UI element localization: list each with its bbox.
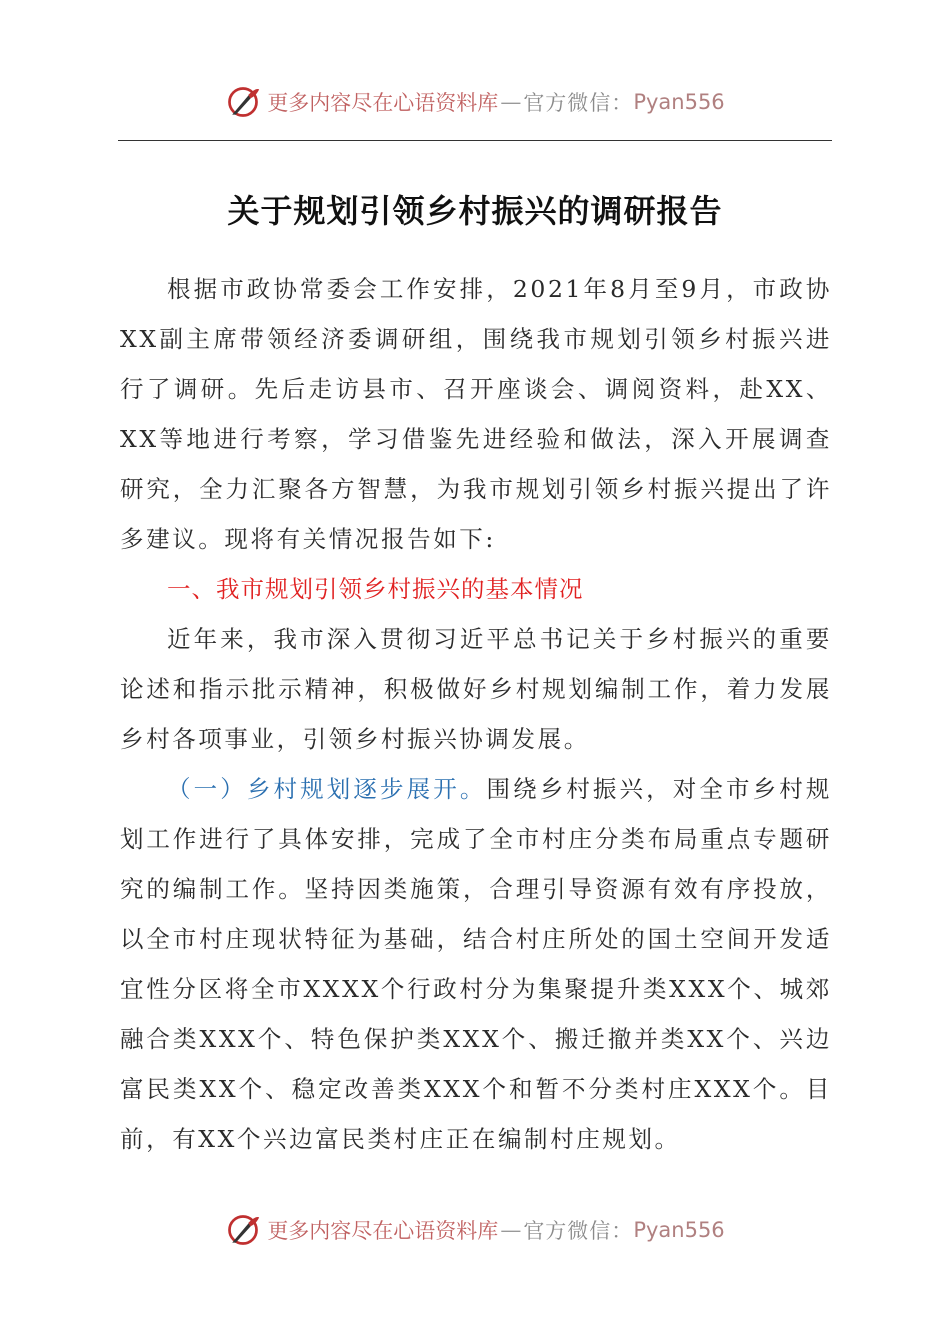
- footer-wechat-id: Pyan556: [633, 1218, 725, 1242]
- paragraph-intro: 根据市政协常委会工作安排，2021年8月至9月，市政协XX副主席带领经济委调研组，围绕我市规划引领乡村振兴进行了调研。先后走访县市、召开座谈会、调阅资料，赴XX、XX等地进行考察，学习借鉴先进经验和做法，深入开展调查研究，全力汇聚各方智慧，为我市规划引领乡村振兴提出了许多建议。现将有关情况报告如下:: [120, 275, 832, 553]
- header-separator: —: [500, 90, 522, 114]
- document-title: 关于规划引领乡村振兴的调研报告: [227, 192, 723, 230]
- page-footer: [0, 1212, 950, 1248]
- quill-logo-icon: [225, 1212, 261, 1248]
- paragraph-overview: 近年来，我市深入贯彻习近平总书记关于乡村振兴的重要论述和指示批示精神，积极做好乡村规划编制工作，着力发展乡村各项事业，引领乡村振兴协调发展。: [120, 625, 832, 753]
- header-brand: 更多内容尽在心语资料库: [267, 91, 499, 115]
- footer-separator: —: [500, 1218, 522, 1242]
- document-body: [120, 264, 832, 1164]
- page-header: [0, 84, 950, 120]
- subsection-heading-1: （一）乡村规划逐步展开。: [167, 775, 487, 803]
- header-divider: [118, 140, 832, 141]
- paragraph-planning: [120, 764, 832, 1164]
- quill-logo-icon: [225, 84, 261, 120]
- header-wechat-id: Pyan556: [633, 90, 725, 114]
- footer-official-label: 官方微信：: [523, 1219, 634, 1243]
- header-official-label: 官方微信：: [523, 91, 634, 115]
- paragraph-planning-text: 围绕乡村振兴，对全市乡村规划工作进行了具体安排，完成了全市村庄分类布局重点专题研究的编制工作。坚持因类施策，合理引导资源有效有序投放，以全市村庄现状特征为基础，结合村庄所处的国土空间开发适宜性分区将全市XXXX个行政村分为集聚提升类XXX个、城郊融合类XXX个、特色保护类XXX个、搬迁撤并类XX个、兴边富民类XX个、稳定改善类XXX个和暂不分类村庄XXX个。目前，有XX个兴边富民类村庄正在编制村庄规划。: [120, 775, 832, 1153]
- section-heading-1: 一、我市规划引领乡村振兴的基本情况: [167, 575, 584, 603]
- footer-brand: 更多内容尽在心语资料库: [267, 1219, 499, 1243]
